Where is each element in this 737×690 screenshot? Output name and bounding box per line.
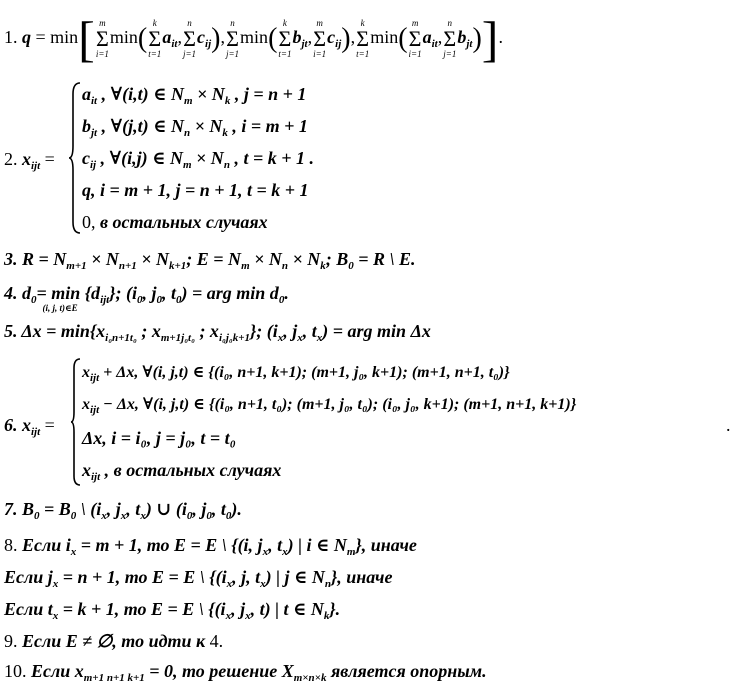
formula-8c: Если $t_x = k + 1$, то E = E \ {($i_x$, $j_x$, t) | t ∈ $N_k$}. (4, 599, 341, 622)
formula-8b: Если $j_x = n + 1$, то E = E \ {($i_x$, j, $t_x$) | j ∈ $N_n$}, иначе (4, 567, 393, 590)
formula-1: 1. q = min[ m Σ i=1 min( k Σ t=1 $a_{it}$, n Σ j=1 $c_{ij}$), n Σ j=1 min( k Σ t=1 $b_{jt}$, m Σ i=1 $c_{ij}$), k Σ t=1 min( m Σ i=1 $a_{it}$, n Σ j=1 $b_{jt}$)]. (4, 11, 503, 67)
formula-4: 4. $d_0= \min$ (i, j, t)∈E $\{d_{ijt}\}$; ($i_0$, $j_0$, $t_0$) = arg $\min d_0$. (4, 283, 289, 313)
formula-2: 2. $x_{ijt}$ = $a_{it}$ , ∀(i,t) ∈ $N_m \times N_k$ , j = n + 1 $b_{jt}$ , ∀(j,t) ∈ $N_n \times N_k$ , i = m + 1 $c_{ij}$ , ∀(i,j) ∈ $N_m \times N_n$ , t = k + 1 . q, i = m + 1, j = n + 1, t = k + 1 0, в остальных случаях (4, 84, 314, 232)
formula-10: 10. Если $x_{m+1 n+1 k+1} = 0$, то решение $X_{m\times n\times k}$ является опорным. (4, 661, 487, 684)
formula-5: 5. $\Delta x = \min\{x_{i_0n+1t_0}$ ; $x_{m+1j_0t_0}$ ; $x_{i_0j_0k+1}$}; ($i_x$, $j_x$, $t_x$) = arg min Δx (4, 321, 431, 344)
formula-8: 8. Если $i_x = m + 1$, то E = E \ {(i, $j_x$, $t_x$) | i ∈ $N_m$}, иначе (4, 535, 417, 558)
formula-6: 6. $x_{ijt}$ = $x_{ijt} + \Delta x$, ∀(i, j,t) ∈ {(i₀, n+1, k+1); (m+1, j₀, k+1); (m+1, n+1, t₀)} $x_{ijt} - \Delta x$, ∀(i, j,t) ∈ {(i₀, n+1, t₀); (m+1, j₀, t₀); (i₀, j₀, k+1); (m+1, n+1, k+1)} Δx, i = i₀, j = j₀, t = t₀ $x_{ijt}$ , в остальных случаях . (4, 356, 734, 490)
left-brace (68, 82, 82, 234)
formula-9: 9. Если E ≠ ∅, то идти к 4. (4, 631, 224, 651)
formula-3: 3. $R = N_{m+1} \times N_{n+1} \times N_{k+1}$; $E = N_m \times N_n \times N_k$; $B_0 = R$ \ E. (4, 249, 416, 272)
formula-7: 7. $B_0 = B_0$ \ ($i_x$, $j_x$, $t_x$) ∪ ($i_0$, $j_0$, $t_0$). (4, 499, 242, 522)
left-brace-2 (70, 358, 82, 486)
